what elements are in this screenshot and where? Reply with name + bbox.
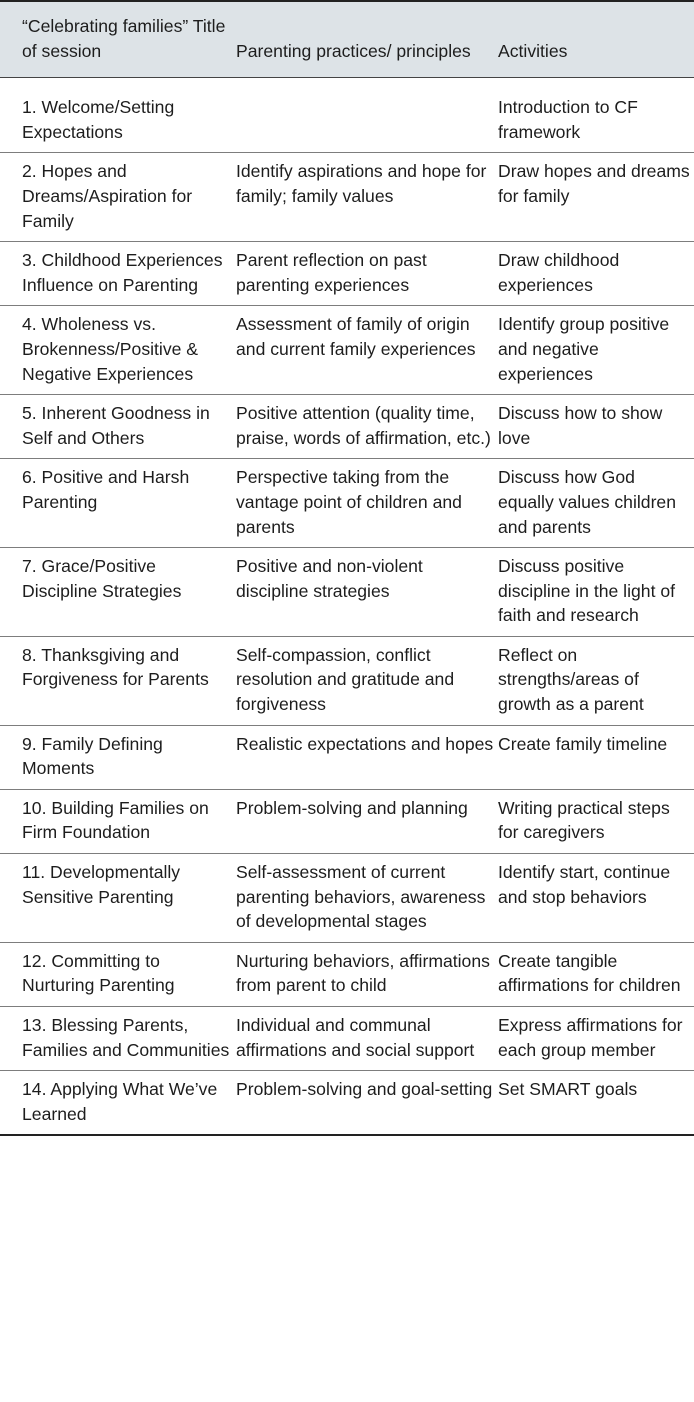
session-title-cell: 3. Childhood Experiences Influence on Parenting — [0, 242, 236, 306]
practices-cell: Identify aspirations and hope for family; family values — [236, 153, 498, 242]
table-row — [0, 789, 694, 853]
activities-cell: Express affirmations for each group member — [498, 1007, 694, 1071]
table-row — [0, 725, 694, 789]
session-title-cell: 12. Committing to Nurturing Parenting — [0, 942, 236, 1006]
practices-cell: Self-compassion, conflict resolution and gratitude and forgiveness — [236, 636, 498, 725]
activities-cell: Reflect on strengths/areas of growth as a parent — [498, 636, 694, 725]
session-title-cell: 14. Applying What We’ve Learned — [22, 1079, 218, 1124]
header-parenting-practices: Parenting practices/ principles — [236, 1, 498, 78]
practices-cell: Nurturing behaviors, affirmations from parent to child — [236, 942, 498, 1006]
activities-cell: Introduction to CF framework — [498, 78, 694, 153]
activities-cell: Discuss positive discipline in the light of faith and research — [498, 548, 694, 637]
activities-cell: Discuss how to show love — [498, 395, 694, 459]
session-title-cell: 10. Building Families on Firm Foundation — [0, 789, 236, 853]
session-title-cell: 13. Blessing Parents, Families and Communities — [0, 1007, 236, 1071]
table-row — [0, 459, 694, 548]
session-title-cell: 11. Developmentally Sensitive Parenting — [0, 854, 236, 943]
session-title-cell: 7. Grace/Positive Discipline Strategies — [0, 548, 236, 637]
practices-cell: Perspective taking from the vantage point of children and parents — [236, 459, 498, 548]
table-row — [0, 395, 694, 459]
practices-cell: Problem-solving and goal-setting — [236, 1079, 493, 1100]
table-row — [0, 942, 694, 1006]
practices-cell: Individual and communal affirmations and social support — [236, 1007, 498, 1071]
activities-cell: Discuss how God equally values children and parents — [498, 459, 694, 548]
practices-cell: Positive attention (quality time, praise, words of affirmation, etc.) — [236, 395, 498, 459]
header-title-of-session: “Celebrating families” Title of session — [0, 1, 236, 78]
table-row — [0, 1007, 694, 1071]
session-title-cell: 5. Inherent Goodness in Self and Others — [0, 395, 236, 459]
activities-cell: Identify group positive and negative experiences — [498, 306, 694, 395]
session-title-cell: 2. Hopes and Dreams/Aspiration for Family — [0, 153, 236, 242]
table-row — [0, 78, 694, 153]
table-row — [0, 854, 694, 943]
activities-cell: Draw hopes and dreams for family — [498, 153, 694, 242]
activities-cell: Identify start, continue and stop behaviors — [498, 854, 694, 943]
practices-cell: Positive and non-violent discipline strategies — [236, 548, 498, 637]
session-title-cell: 4. Wholeness vs. Brokenness/Positive & Negative Experiences — [0, 306, 236, 395]
practices-cell: Parent reflection on past parenting experiences — [236, 242, 498, 306]
practices-cell: Self-assessment of current parenting behaviors, awareness of developmental stages — [236, 854, 498, 943]
header-activities: Activities — [498, 1, 694, 78]
table-row — [0, 306, 694, 395]
practices-cell: Assessment of family of origin and current family experiences — [236, 306, 498, 395]
practices-cell: Problem-solving and planning — [236, 789, 498, 853]
table-row — [0, 1071, 694, 1136]
table-row — [0, 242, 694, 306]
table-row — [0, 153, 694, 242]
table-row — [0, 548, 694, 637]
activities-cell: Draw childhood experiences — [498, 242, 694, 306]
activities-cell: Create tangible affirmations for children — [498, 942, 694, 1006]
activities-cell: Create family timeline — [498, 725, 694, 789]
session-title-cell: 9. Family Defining Moments — [0, 725, 236, 789]
practices-cell: Realistic expectations and hopes — [236, 725, 498, 789]
activities-cell: Writing practical steps for caregivers — [498, 789, 694, 853]
session-title-cell: 6. Positive and Harsh Parenting — [0, 459, 236, 548]
header-row — [0, 1, 694, 78]
session-title-cell: 8. Thanksgiving and Forgiveness for Parents — [0, 636, 236, 725]
activities-cell: Set SMART goals — [498, 1079, 638, 1100]
table-row — [0, 636, 694, 725]
session-title-cell: 1. Welcome/Setting Expectations — [0, 78, 236, 153]
practices-cell — [236, 78, 498, 153]
table-header — [0, 1, 694, 78]
table-body — [0, 78, 694, 1136]
